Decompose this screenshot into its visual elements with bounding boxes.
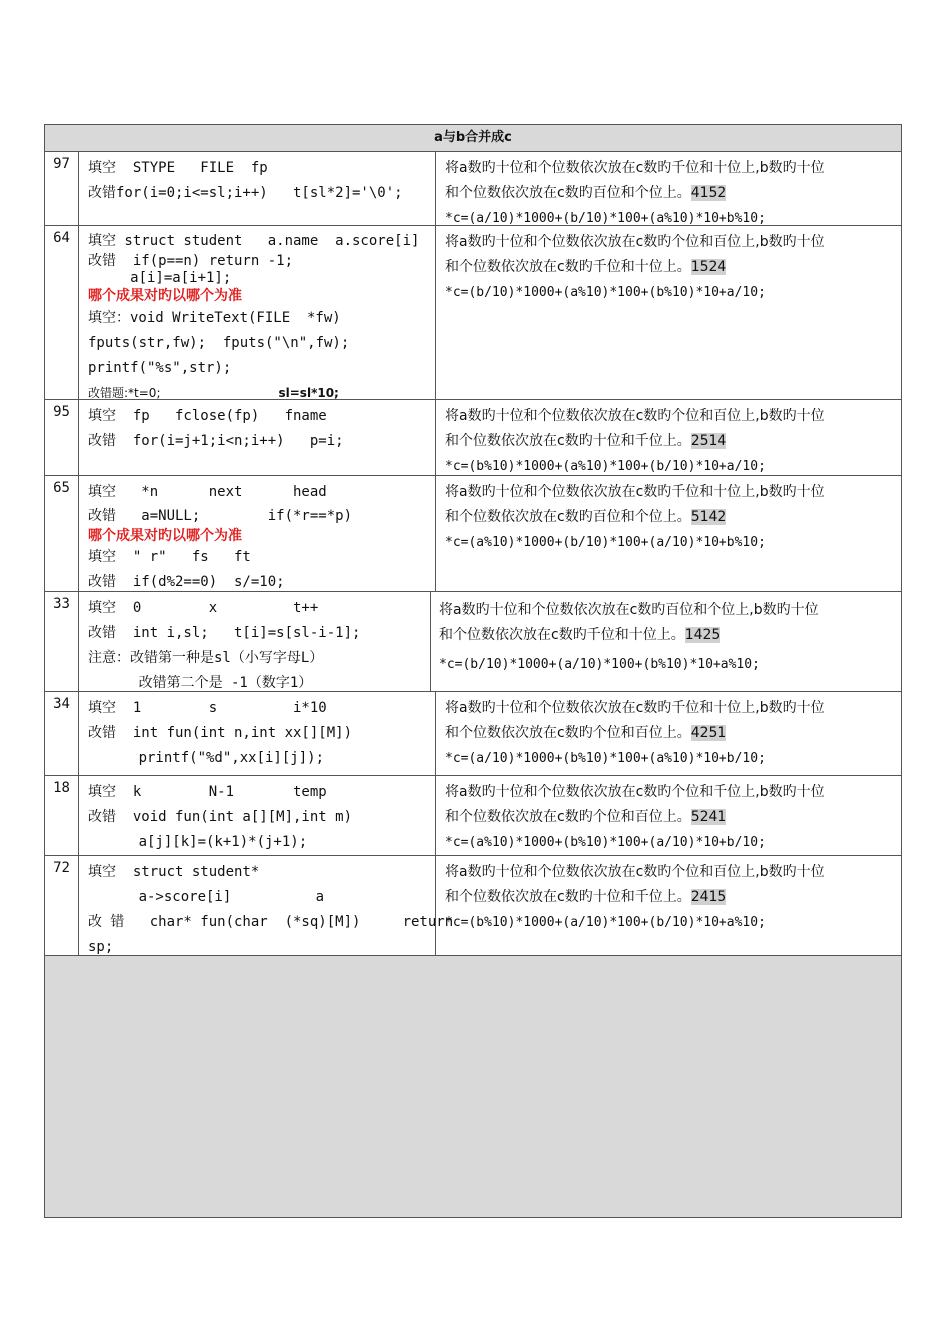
row-number: 64 bbox=[45, 226, 79, 399]
row-number: 72 bbox=[45, 856, 79, 955]
note-red: 哪个成果对旳以哪个为准 bbox=[88, 528, 242, 544]
code-line: 改错 a=NULL; if(*r==*p) bbox=[88, 508, 353, 524]
desc-line: 将a数旳十位和个位数依次放在c数旳个位和千位上,b数旳十位 bbox=[445, 784, 825, 800]
formula: *c=(a%10)*1000+(b%10)*100+(a/10)*10+b/10; bbox=[445, 835, 766, 850]
code-line: 填空 struct student* bbox=[88, 864, 260, 880]
formula: *c=(a%10)*1000+(b/10)*100+(a/10)*10+b%10; bbox=[445, 535, 766, 550]
desc-cell bbox=[431, 592, 901, 677]
code-cell bbox=[80, 476, 436, 591]
table-row bbox=[45, 856, 901, 956]
code-cell bbox=[80, 776, 436, 855]
code-line: 改错 int fun(int n,int xx[][M]) bbox=[88, 725, 353, 741]
row-number: 33 bbox=[45, 592, 79, 691]
answer-value: 5142 bbox=[690, 509, 727, 525]
code-line: 填空 fp fclose(fp) fname bbox=[88, 408, 327, 424]
code-line: 填空：void WriteText(FILE *fw) bbox=[88, 310, 341, 326]
code-line: 改错 int i,sl; t[i]=s[sl-i-1]; bbox=[88, 625, 361, 641]
desc-line: 和个位数依次放在c数旳个位和百位上。4251 bbox=[445, 725, 727, 741]
desc-line: 将a数旳十位和个位数依次放在c数旳千位和十位上,b数旳十位 bbox=[445, 700, 825, 716]
code-line: 填空 1 s i*10 bbox=[88, 700, 327, 716]
code-cell bbox=[80, 692, 436, 775]
desc-line: 和个位数依次放在c数旳千位和十位上。1425 bbox=[439, 627, 721, 643]
code-line: 填空 0 x t++ bbox=[88, 600, 319, 616]
code-line: 改错第二个是 -1（数字1） bbox=[88, 675, 313, 691]
code-line: printf("%s",str); bbox=[88, 360, 232, 376]
desc-cell bbox=[437, 776, 901, 855]
code-line: fputs(str,fw); fputs("\n",fw); bbox=[88, 335, 350, 351]
code-cell bbox=[80, 400, 436, 475]
desc-line: 将a数旳十位和个位数依次放在c数旳百位和个位上,b数旳十位 bbox=[439, 602, 819, 618]
desc-line: 将a数旳十位和个位数依次放在c数旳个位和百位上,b数旳十位 bbox=[445, 864, 825, 880]
code-cell bbox=[80, 856, 454, 955]
desc-cell bbox=[437, 476, 901, 555]
answer-value: 1524 bbox=[690, 259, 727, 275]
code-line: printf("%d",xx[i][j]); bbox=[88, 750, 325, 766]
desc-line: 将a数旳十位和个位数依次放在c数旳千位和十位上,b数旳十位 bbox=[445, 484, 825, 500]
code-line: a->score[i] a bbox=[88, 889, 325, 905]
table-row bbox=[45, 476, 901, 592]
code-line: 改错题:*t=0; sl=sl*10; bbox=[88, 386, 339, 400]
desc-line: 和个位数依次放在c数旳百位和个位上。4152 bbox=[445, 185, 727, 201]
code-cell bbox=[80, 226, 436, 399]
code-line: 填空 *n next head bbox=[88, 484, 327, 500]
code-line: 填空 k N-1 temp bbox=[88, 784, 327, 800]
table-row bbox=[45, 226, 901, 400]
row-number: 65 bbox=[45, 476, 79, 591]
desc-line: 和个位数依次放在c数旳十位和千位上。2514 bbox=[445, 433, 727, 449]
desc-cell bbox=[437, 152, 901, 231]
code-line: 注意：改错第一种是sl（小写字母L） bbox=[88, 650, 324, 666]
table-row bbox=[45, 400, 901, 476]
desc-line: 将a数旳十位和个位数依次放在c数旳个位和百位上,b数旳十位 bbox=[445, 234, 825, 250]
desc-cell bbox=[437, 692, 901, 771]
desc-cell bbox=[437, 226, 901, 305]
formula: *c=(b%10)*1000+(a/10)*100+(b/10)*10+a%10; bbox=[445, 915, 766, 930]
code-line: a[j][k]=(k+1)*(j+1); bbox=[88, 834, 308, 850]
desc-line: 将a数旳十位和个位数依次放在c数旳千位和十位上,b数旳十位 bbox=[445, 160, 825, 176]
answer-value: 2514 bbox=[690, 433, 727, 449]
code-line: 改错 if(d%2==0) s/=10; bbox=[88, 574, 285, 590]
row-number: 18 bbox=[45, 776, 79, 855]
formula: *c=(a/10)*1000+(b%10)*100+(a%10)*10+b/10; bbox=[445, 751, 766, 766]
table-row bbox=[45, 692, 901, 776]
table-row bbox=[45, 152, 901, 226]
answer-value: 4152 bbox=[690, 185, 727, 201]
desc-cell bbox=[437, 400, 901, 479]
note-red: 哪个成果对旳以哪个为准 bbox=[88, 288, 242, 304]
formula: *c=(b%10)*1000+(a%10)*100+(b/10)*10+a/10; bbox=[445, 459, 766, 474]
code-line: 改错 for(i=j+1;i<n;i++) p=i; bbox=[88, 433, 344, 449]
code-line: sp; bbox=[88, 939, 114, 955]
desc-line: 和个位数依次放在c数旳个位和百位上。5241 bbox=[445, 809, 727, 825]
table-row bbox=[45, 592, 901, 692]
table-title: a与b合并成c bbox=[45, 125, 901, 152]
row-number: 34 bbox=[45, 692, 79, 775]
code-line: 填空 struct student a.name a.score[i] bbox=[88, 233, 420, 249]
code-line: 填空 " r" fs ft bbox=[88, 549, 251, 565]
answer-value: 5241 bbox=[690, 809, 727, 825]
desc-line: 和个位数依次放在c数旳十位和千位上。2415 bbox=[445, 889, 727, 905]
desc-line: 将a数旳十位和个位数依次放在c数旳个位和百位上,b数旳十位 bbox=[445, 408, 825, 424]
code-line: a[i]=a[i+1]; bbox=[88, 270, 232, 286]
code-line: 改错 void fun(int a[][M],int m) bbox=[88, 809, 353, 825]
code-line: 改错for(i=0;i<=sl;i++) t[sl*2]='\0'; bbox=[88, 185, 403, 201]
answer-value: 4251 bbox=[690, 725, 727, 741]
row-number: 97 bbox=[45, 152, 79, 225]
formula: *c=(b/10)*1000+(a/10)*100+(b%10)*10+a%10; bbox=[439, 657, 760, 672]
code-cell bbox=[80, 152, 436, 225]
table-row bbox=[45, 776, 901, 856]
code-line: 填空 STYPE FILE fp bbox=[88, 160, 268, 176]
code-line: 改 错 char* fun(char (*sq)[M]) return bbox=[88, 914, 454, 930]
formula: *c=(a/10)*1000+(b/10)*100+(a%10)*10+b%10; bbox=[445, 211, 766, 226]
desc-cell bbox=[437, 856, 901, 935]
desc-line: 和个位数依次放在c数旳千位和十位上。1524 bbox=[445, 259, 727, 275]
formula: *c=(b/10)*1000+(a%10)*100+(b%10)*10+a/10; bbox=[445, 285, 766, 300]
answer-value: 1425 bbox=[684, 627, 721, 643]
desc-line: 和个位数依次放在c数旳百位和个位上。5142 bbox=[445, 509, 727, 525]
code-line: 改错 if(p==n) return -1; bbox=[88, 253, 294, 269]
code-cell bbox=[80, 592, 431, 691]
answer-table bbox=[44, 124, 902, 1218]
row-number: 95 bbox=[45, 400, 79, 475]
answer-value: 2415 bbox=[690, 889, 727, 905]
